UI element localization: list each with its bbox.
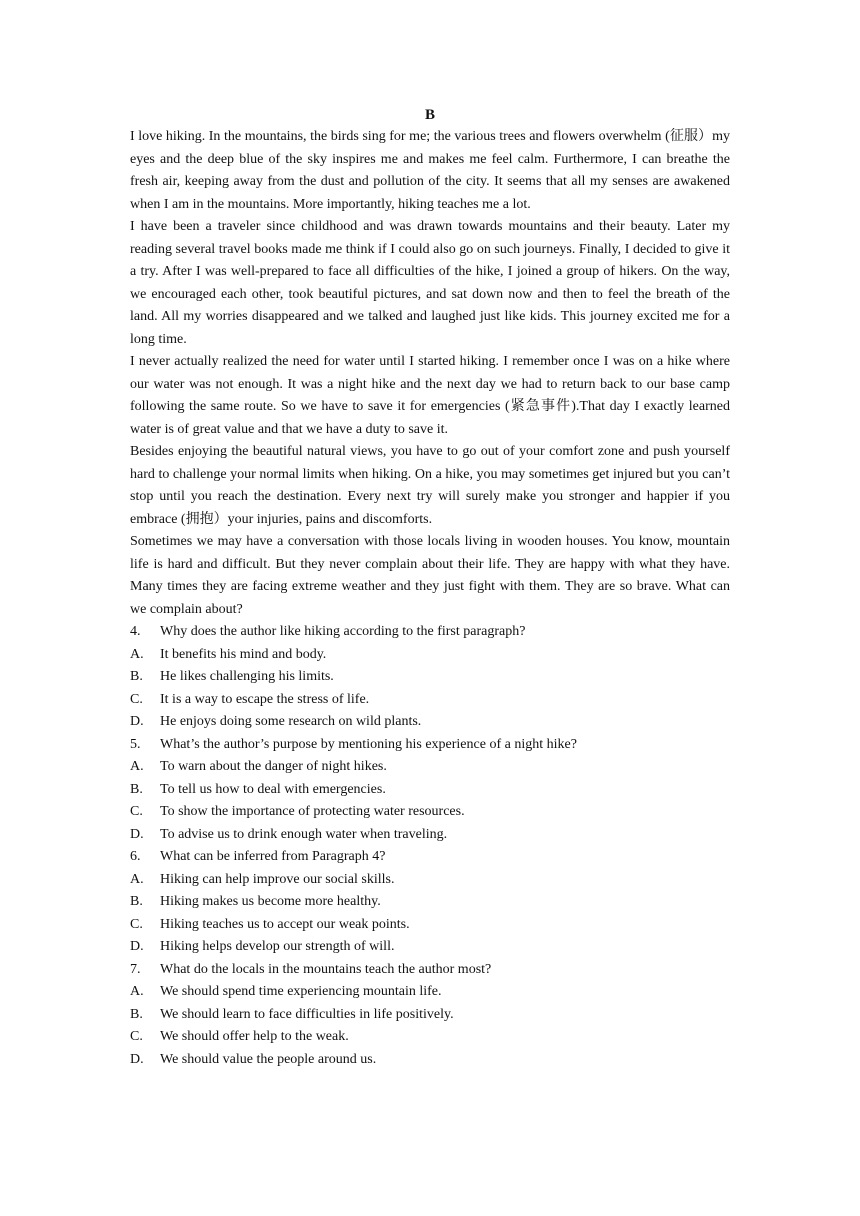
option-text: To advise us to drink enough water when traveling. <box>160 826 448 842</box>
answer-option <box>130 1004 730 1027</box>
section-heading: B <box>424 107 435 123</box>
question-number: 4. <box>130 624 141 639</box>
option-label: C. <box>130 691 143 707</box>
answer-option <box>130 981 730 1004</box>
option-text: We should value the people around us. <box>160 1051 377 1067</box>
question-text: What can be inferred from Paragraph 4? <box>160 849 386 864</box>
answer-option <box>130 824 730 847</box>
question-6 <box>130 846 730 959</box>
question-number: 6. <box>130 849 141 864</box>
question-number: 5. <box>130 736 141 752</box>
option-text: He enjoys doing some research on wild plants. <box>160 714 422 729</box>
document-page <box>130 104 730 1071</box>
answer-option <box>130 689 730 712</box>
question-stem <box>130 734 730 757</box>
question-stem <box>130 846 730 869</box>
option-text: Hiking teaches us to accept our weak points. <box>160 916 410 932</box>
question-5 <box>130 734 730 847</box>
option-label: A. <box>130 871 144 887</box>
option-label: B. <box>130 669 143 684</box>
option-label: A. <box>130 759 144 774</box>
question-4 <box>130 621 730 734</box>
passage-paragraph-5: Sometimes we may have a conversation with those locals living in wooden houses. You know, mountain life is hard and difficult. But they never complain about their life. They are happy with what they have. Many times they are facing extreme weather and they just fight with them. They are so brave. What can we complain about? <box>130 534 730 617</box>
answer-option <box>130 756 730 779</box>
answer-option <box>130 666 730 689</box>
option-text: To tell us how to deal with emergencies. <box>160 781 386 797</box>
passage-paragraph-2: I have been a traveler since childhood and was drawn towards mountains and their beauty. Later my reading several travel books made me think if I could also go on such journeys. Finally, I decided to give it a try. After I was well-prepared to face all difficulties of the hike, I joined a group of hikers. On the way, we encouraged each other, took beautiful pictures, and sat down now and then to feel the breath of the land. All my worries disappeared and we talked and laughed just like kids. This journey excited me for a long time. <box>130 219 730 347</box>
answer-option <box>130 1026 730 1049</box>
answer-option <box>130 801 730 824</box>
option-text: It benefits his mind and body. <box>160 646 327 662</box>
answer-option <box>130 711 730 734</box>
option-text: It is a way to escape the stress of life. <box>160 691 370 707</box>
option-label: D. <box>130 1051 144 1067</box>
option-text: Hiking makes us become more healthy. <box>160 894 381 909</box>
question-number: 7. <box>130 961 141 977</box>
option-label: C. <box>130 1029 143 1044</box>
question-stem <box>130 621 730 644</box>
question-list <box>130 621 730 1071</box>
option-text: Hiking can help improve our social skills. <box>160 871 395 887</box>
question-text: Why does the author like hiking according to the first paragraph? <box>160 624 526 639</box>
question-7 <box>130 959 730 1072</box>
answer-option <box>130 914 730 937</box>
option-label: D. <box>130 826 144 842</box>
answer-option <box>130 869 730 892</box>
answer-option <box>130 1049 730 1072</box>
option-text: To show the importance of protecting water resources. <box>160 804 465 819</box>
option-text: Hiking helps develop our strength of will. <box>160 939 395 954</box>
answer-option <box>130 644 730 667</box>
option-text: To warn about the danger of night hikes. <box>160 759 387 774</box>
answer-option <box>130 891 730 914</box>
option-text: We should spend time experiencing mountain life. <box>160 984 442 999</box>
question-stem <box>130 959 730 982</box>
option-label: C. <box>130 804 143 819</box>
passage <box>130 126 730 621</box>
option-label: A. <box>130 646 144 662</box>
option-text: We should learn to face difficulties in life positively. <box>160 1006 454 1022</box>
answer-option <box>130 779 730 802</box>
passage-paragraph-3: I never actually realized the need for water until I started hiking. I remember once I was on a hike where our water was not enough. It was a night hike and the next day we had to return back to our base camp following the same route. So we have to save it for emergencies (紧急事件).That day I exactly learned water is of great value and that we have a duty to save it. <box>130 354 730 437</box>
question-text: What do the locals in the mountains teach the author most? <box>160 961 492 977</box>
option-label: D. <box>130 714 144 729</box>
answer-option <box>130 936 730 959</box>
option-label: D. <box>130 939 144 954</box>
option-label: B. <box>130 894 143 909</box>
option-label: B. <box>130 1006 143 1022</box>
option-text: We should offer help to the weak. <box>160 1029 349 1044</box>
option-label: B. <box>130 781 143 797</box>
option-label: C. <box>130 916 143 932</box>
passage-paragraph-4: Besides enjoying the beautiful natural views, you have to go out of your comfort zone and push yourself hard to challenge your normal limits when hiking. On a hike, you may sometimes get injured but you can’t stop until you reach the destination. Every next try will surely make you stronger and happier if you embrace (拥抱）your injuries, pains and discomforts. <box>130 444 730 527</box>
passage-paragraph-1: I love hiking. In the mountains, the birds sing for me; the various trees and flowers overwhelm (征服）my eyes and the deep blue of the sky inspires me and makes me feel calm. Furthermore, I can breathe the fresh air, keeping away from the dust and pollution of the city. It seems that all my senses are awakened when I am in the mountains. More importantly, hiking teaches me a lot. <box>130 129 730 212</box>
option-text: He likes challenging his limits. <box>160 669 334 684</box>
option-label: A. <box>130 984 144 999</box>
question-text: What’s the author’s purpose by mentioning his experience of a night hike? <box>160 736 577 752</box>
